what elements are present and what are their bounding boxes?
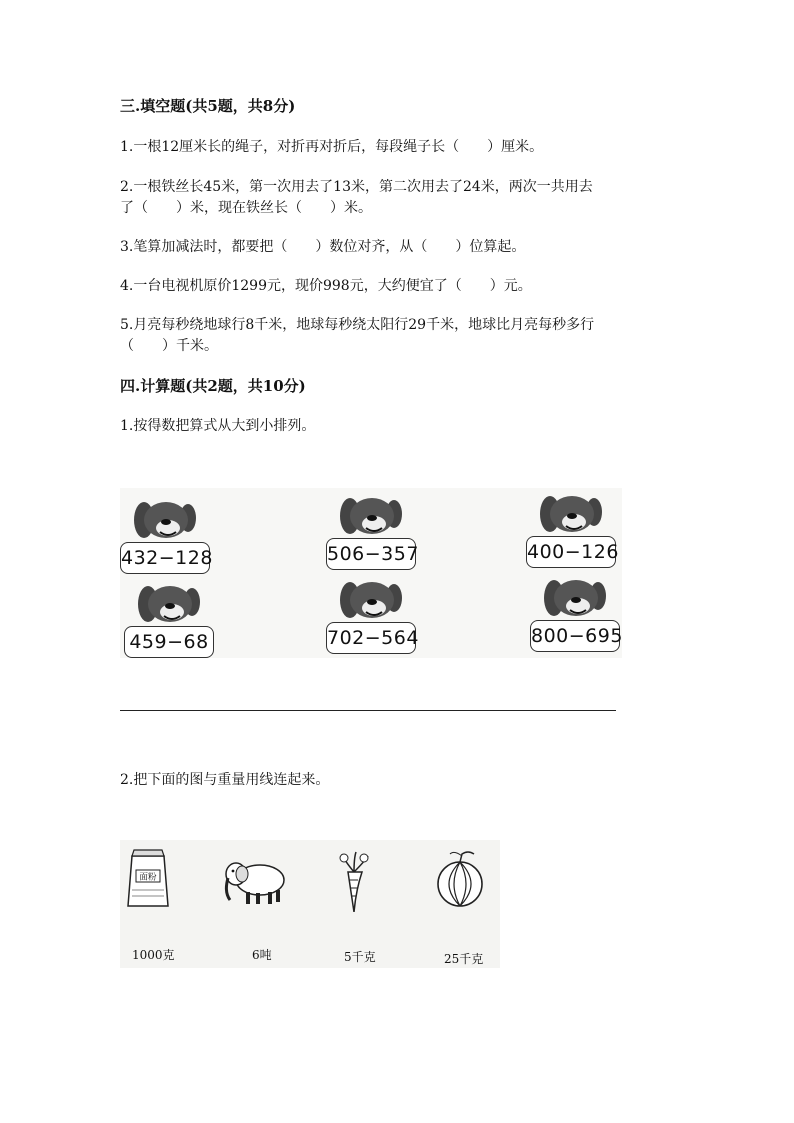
dog-icon — [336, 494, 406, 542]
expression-card: 506−357 — [326, 538, 416, 570]
dog-card-1 — [120, 498, 212, 578]
flour-bag-label: 面粉 — [139, 872, 157, 883]
question-3-1: 1.一根12厘米长的绳子，对折再对折后，每段绳子长（ ）厘米。 — [120, 139, 544, 155]
dog-cards-image — [120, 488, 622, 658]
dog-icon — [130, 498, 200, 546]
watermelon-icon — [432, 848, 488, 910]
question-4-2: 2.把下面的图与重量用线连起来。 — [120, 772, 330, 788]
expression-card: 800−695 — [530, 620, 620, 652]
dog-icon — [540, 576, 610, 624]
question-3-4: 4.一台电视机原价1299元，现价998元，大约便宜了（ ）元。 — [120, 278, 532, 294]
dog-card-5 — [326, 578, 418, 658]
dog-card-4 — [124, 582, 216, 662]
flour-bag-icon — [124, 846, 172, 912]
expression-card: 702−564 — [326, 622, 416, 654]
question-3-2-line2: 了（ ）米，现在铁丝长（ ）米。 — [120, 200, 372, 216]
elephant-icon — [220, 854, 290, 908]
dog-icon — [336, 578, 406, 626]
section3-title: 三.填空题(共5题，共8分) — [120, 97, 296, 115]
dog-card-6 — [530, 576, 622, 656]
expression-card: 432−128 — [120, 542, 210, 574]
weight-label-1000g: 1000克 — [132, 948, 175, 962]
dog-icon — [134, 582, 204, 630]
question-3-5-line2: （ ）千米。 — [120, 338, 218, 354]
question-4-1: 1.按得数把算式从大到小排列。 — [120, 418, 316, 434]
dog-card-3 — [526, 492, 618, 572]
question-3-3: 3.笔算加减法时，都要把（ ）数位对齐，从（ ）位算起。 — [120, 239, 526, 255]
weight-label-5kg: 5千克 — [344, 950, 376, 964]
dog-card-2 — [326, 494, 418, 574]
weight-label-6t: 6吨 — [252, 948, 272, 962]
expression-card: 459−68 — [124, 626, 214, 658]
question-3-2-line1: 2.一根铁丝长45米，第一次用去了13米，第二次用去了24米，两次一共用去 — [120, 179, 593, 195]
answer-line — [120, 710, 616, 711]
section4-title: 四.计算题(共2题，共10分) — [120, 377, 306, 395]
weight-label-25kg: 25千克 — [444, 952, 484, 966]
weight-matching-image — [120, 840, 500, 968]
question-3-5-line1: 5.月亮每秒绕地球行8千米，地球每秒绕太阳行29千米，地球比月亮每秒多行 — [120, 317, 595, 333]
carrot-icon — [334, 850, 374, 912]
expression-card: 400−126 — [526, 536, 616, 568]
dog-icon — [536, 492, 606, 540]
